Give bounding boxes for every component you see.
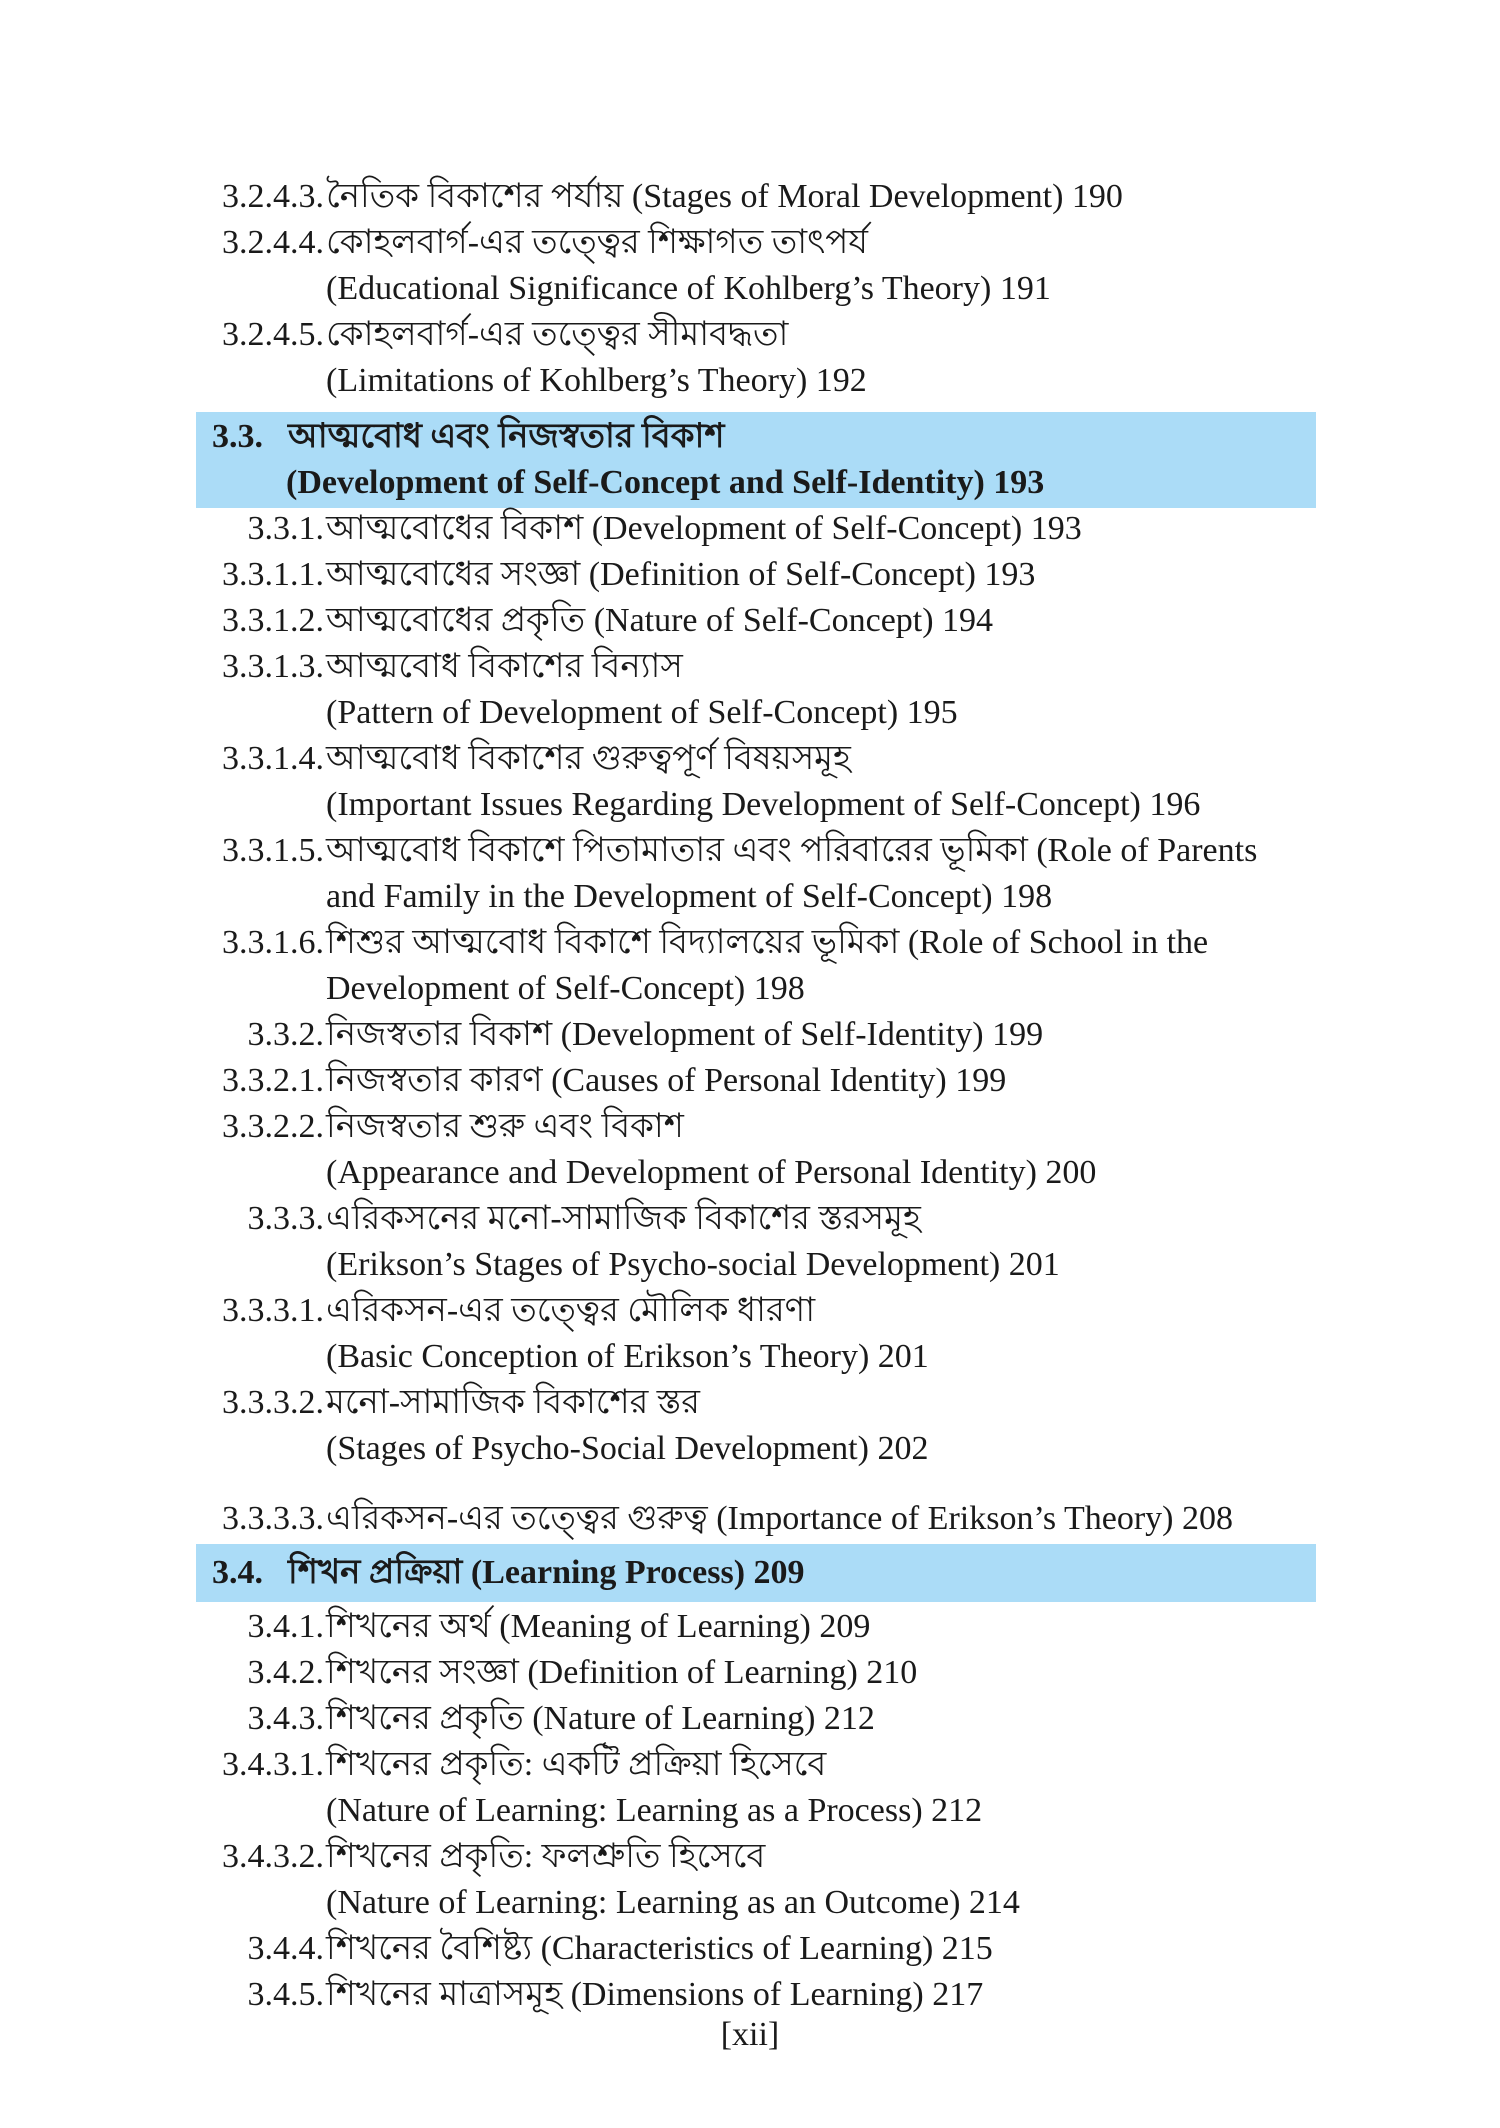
- entry-text: [326, 920, 1326, 1012]
- entry-text: [326, 552, 1326, 598]
- entry-line: (Basic Conception of Erikson’s Theory) 201: [326, 1338, 929, 1375]
- entry-text: [326, 644, 1326, 736]
- page-number: [xii]: [720, 2016, 780, 2053]
- toc-entry: [196, 1742, 1316, 1834]
- entry-line: শিশুর আত্মবোধ বিকাশে বিদ্যালয়ের ভূমিকা (Role of School in the: [326, 924, 1209, 961]
- entry-text: [326, 312, 1326, 404]
- entry-text: [326, 1696, 1326, 1742]
- entry-line: মনো-সামাজিক বিকাশের স্তর: [326, 1384, 700, 1421]
- entry-line: আত্মবোধের প্রকৃতি (Nature of Self-Concept) 194: [326, 602, 994, 639]
- entry-line: শিখনের মাত্রাসমূহ (Dimensions of Learning) 217: [326, 1976, 984, 2013]
- entry-line: Development of Self-Concept) 198: [326, 970, 805, 1007]
- entry-line: আত্মবোধ বিকাশের গুরুত্বপূর্ণ বিষয়সমূহ: [326, 740, 851, 777]
- entry-number: 3.3.1.: [247, 510, 324, 547]
- entry-text: [326, 1058, 1326, 1104]
- entry-text: [326, 174, 1326, 220]
- entry-line: (Erikson’s Stages of Psycho-social Development) 201: [326, 1246, 1060, 1283]
- entry-number: 3.4.4.: [247, 1930, 324, 1967]
- entry-text: [326, 736, 1326, 828]
- toc-entry: [196, 828, 1316, 920]
- entry-line: শিখনের অর্থ (Meaning of Learning) 209: [326, 1608, 871, 1645]
- entry-line: নিজস্বতার কারণ (Causes of Personal Identity) 199: [326, 1062, 1007, 1099]
- entry-text: [326, 1650, 1326, 1696]
- section-title-english: (Development of Self-Concept and Self-Identity) 193: [286, 464, 1045, 501]
- toc-entry: [196, 220, 1316, 312]
- toc-entry: [196, 920, 1316, 1012]
- entry-line: এরিকসন-এর তত্ত্বের মৌলিক ধারণা: [326, 1292, 816, 1329]
- toc-entry: [196, 1104, 1316, 1196]
- toc-entry: [196, 644, 1316, 736]
- toc-entry: [196, 1650, 1316, 1696]
- toc-entry: [196, 1012, 1316, 1058]
- toc-entry: [196, 174, 1316, 220]
- entry-number: 3.3.2.2.: [222, 1108, 324, 1145]
- entry-number: 3.4.3.: [247, 1700, 324, 1737]
- entry-number: 3.4.2.: [247, 1654, 324, 1691]
- entry-number: 3.3.2.1.: [222, 1062, 324, 1099]
- entry-line: (Stages of Psycho-Social Development) 202: [326, 1430, 929, 1467]
- section-heading-3-3: [196, 412, 1316, 508]
- entry-number: 3.3.1.4.: [222, 740, 324, 777]
- entry-line: শিখনের প্রকৃতি: একটি প্রক্রিয়া হিসেবে: [326, 1746, 827, 1783]
- entry-line: (Nature of Learning: Learning as an Outcome) 214: [326, 1884, 1020, 1921]
- section-title: শিখন প্রক্রিয়া (Learning Process) 209: [288, 1554, 805, 1591]
- entry-line: শিখনের প্রকৃতি (Nature of Learning) 212: [326, 1700, 875, 1737]
- toc-entry: [196, 1696, 1316, 1742]
- section-title-bengali: আত্মবোধ এবং নিজস্বতার বিকাশ: [288, 418, 725, 455]
- entry-line: কোহলবার্গ-এর তত্ত্বের সীমাবদ্ধতা: [326, 316, 789, 353]
- toc-entry: [196, 506, 1316, 552]
- entry-line: (Appearance and Development of Personal Identity) 200: [326, 1154, 1097, 1191]
- entry-number: 3.2.4.3.: [222, 178, 324, 215]
- section-number: 3.4.: [212, 1554, 263, 1591]
- entry-number: 3.3.2.: [247, 1016, 324, 1053]
- entry-number: 3.4.1.: [247, 1608, 324, 1645]
- entry-text: [326, 1834, 1326, 1926]
- entry-text: [326, 1604, 1326, 1650]
- entry-text: [326, 1104, 1326, 1196]
- section-number: 3.3.: [212, 418, 263, 455]
- toc-entry: [196, 1380, 1316, 1472]
- entry-text: [326, 220, 1326, 312]
- entry-line: শিখনের প্রকৃতি: ফলশ্রুতি হিসেবে: [326, 1838, 766, 1875]
- entry-number: 3.3.1.6.: [222, 924, 324, 961]
- entry-number: 3.3.3.3.: [222, 1500, 324, 1537]
- entry-line: (Important Issues Regarding Development of Self-Concept) 196: [326, 786, 1201, 823]
- toc-entry: [196, 736, 1316, 828]
- entry-text: [326, 1742, 1326, 1834]
- entry-text: [326, 1926, 1326, 1972]
- toc-entry: [196, 552, 1316, 598]
- entry-line: শিখনের সংজ্ঞা (Definition of Learning) 210: [326, 1654, 918, 1691]
- entry-line: শিখনের বৈশিষ্ট্য (Characteristics of Learning) 215: [326, 1930, 993, 1967]
- entry-line: and Family in the Development of Self-Concept) 198: [326, 878, 1053, 915]
- entry-number: 3.3.1.1.: [222, 556, 324, 593]
- entry-line: আত্মবোধের বিকাশ (Development of Self-Concept) 193: [326, 510, 1082, 547]
- entry-text: [326, 1288, 1326, 1380]
- entry-line: এরিকসন-এর তত্ত্বের গুরুত্ব (Importance of Erikson’s Theory) 208: [326, 1500, 1234, 1537]
- entry-number: 3.2.4.4.: [222, 224, 324, 261]
- entry-line: আত্মবোধ বিকাশে পিতামাতার এবং পরিবারের ভূমিকা (Role of Parents: [326, 832, 1258, 869]
- entry-text: [326, 506, 1326, 552]
- toc-entry: [196, 1604, 1316, 1650]
- entry-line: নিজস্বতার শুরু এবং বিকাশ: [326, 1108, 684, 1145]
- toc-entry: [196, 1196, 1316, 1288]
- entry-line: এরিকসনের মনো-সামাজিক বিকাশের স্তরসমূহ: [326, 1200, 921, 1237]
- entry-number: 3.4.3.2.: [222, 1838, 324, 1875]
- entry-text: [326, 598, 1326, 644]
- entry-number: 3.3.3.1.: [222, 1292, 324, 1329]
- entry-number: 3.4.3.1.: [222, 1746, 324, 1783]
- toc-entry: [196, 312, 1316, 404]
- entry-line: (Educational Significance of Kohlberg’s Theory) 191: [326, 270, 1051, 307]
- entry-text: [326, 1496, 1326, 1542]
- entry-line: নৈতিক বিকাশের পর্যায় (Stages of Moral Development) 190: [326, 178, 1123, 215]
- entry-text: [326, 828, 1326, 920]
- entry-line: কোহলবার্গ-এর তত্ত্বের শিক্ষাগত তাৎপর্য: [326, 224, 868, 261]
- entry-line: নিজস্বতার বিকাশ (Development of Self-Identity) 199: [326, 1016, 1044, 1053]
- entry-line: আত্মবোধ বিকাশের বিন্যাস: [326, 648, 683, 685]
- entry-number: 3.3.3.: [247, 1200, 324, 1237]
- entry-line: (Pattern of Development of Self-Concept) 195: [326, 694, 958, 731]
- entry-number: 3.4.5.: [247, 1976, 324, 2013]
- entry-number: 3.3.1.5.: [222, 832, 324, 869]
- entry-text: [326, 1012, 1326, 1058]
- entry-number: 3.2.4.5.: [222, 316, 324, 353]
- entry-line: আত্মবোধের সংজ্ঞা (Definition of Self-Concept) 193: [326, 556, 1036, 593]
- entry-line: (Nature of Learning: Learning as a Process) 212: [326, 1792, 983, 1829]
- section-heading-3-4: [196, 1544, 1316, 1602]
- toc-entry: [196, 1058, 1316, 1104]
- toc-entry: [196, 1926, 1316, 1972]
- entry-text: [326, 1380, 1326, 1472]
- entry-line: (Limitations of Kohlberg’s Theory) 192: [326, 362, 867, 399]
- toc-entry: [196, 1288, 1316, 1380]
- entry-number: 3.3.1.2.: [222, 602, 324, 639]
- toc-entry: [196, 1834, 1316, 1926]
- entry-number: 3.3.3.2.: [222, 1384, 324, 1421]
- toc-entry: [196, 1496, 1316, 1542]
- entry-number: 3.3.1.3.: [222, 648, 324, 685]
- entry-text: [326, 1196, 1326, 1288]
- toc-entry: [196, 598, 1316, 644]
